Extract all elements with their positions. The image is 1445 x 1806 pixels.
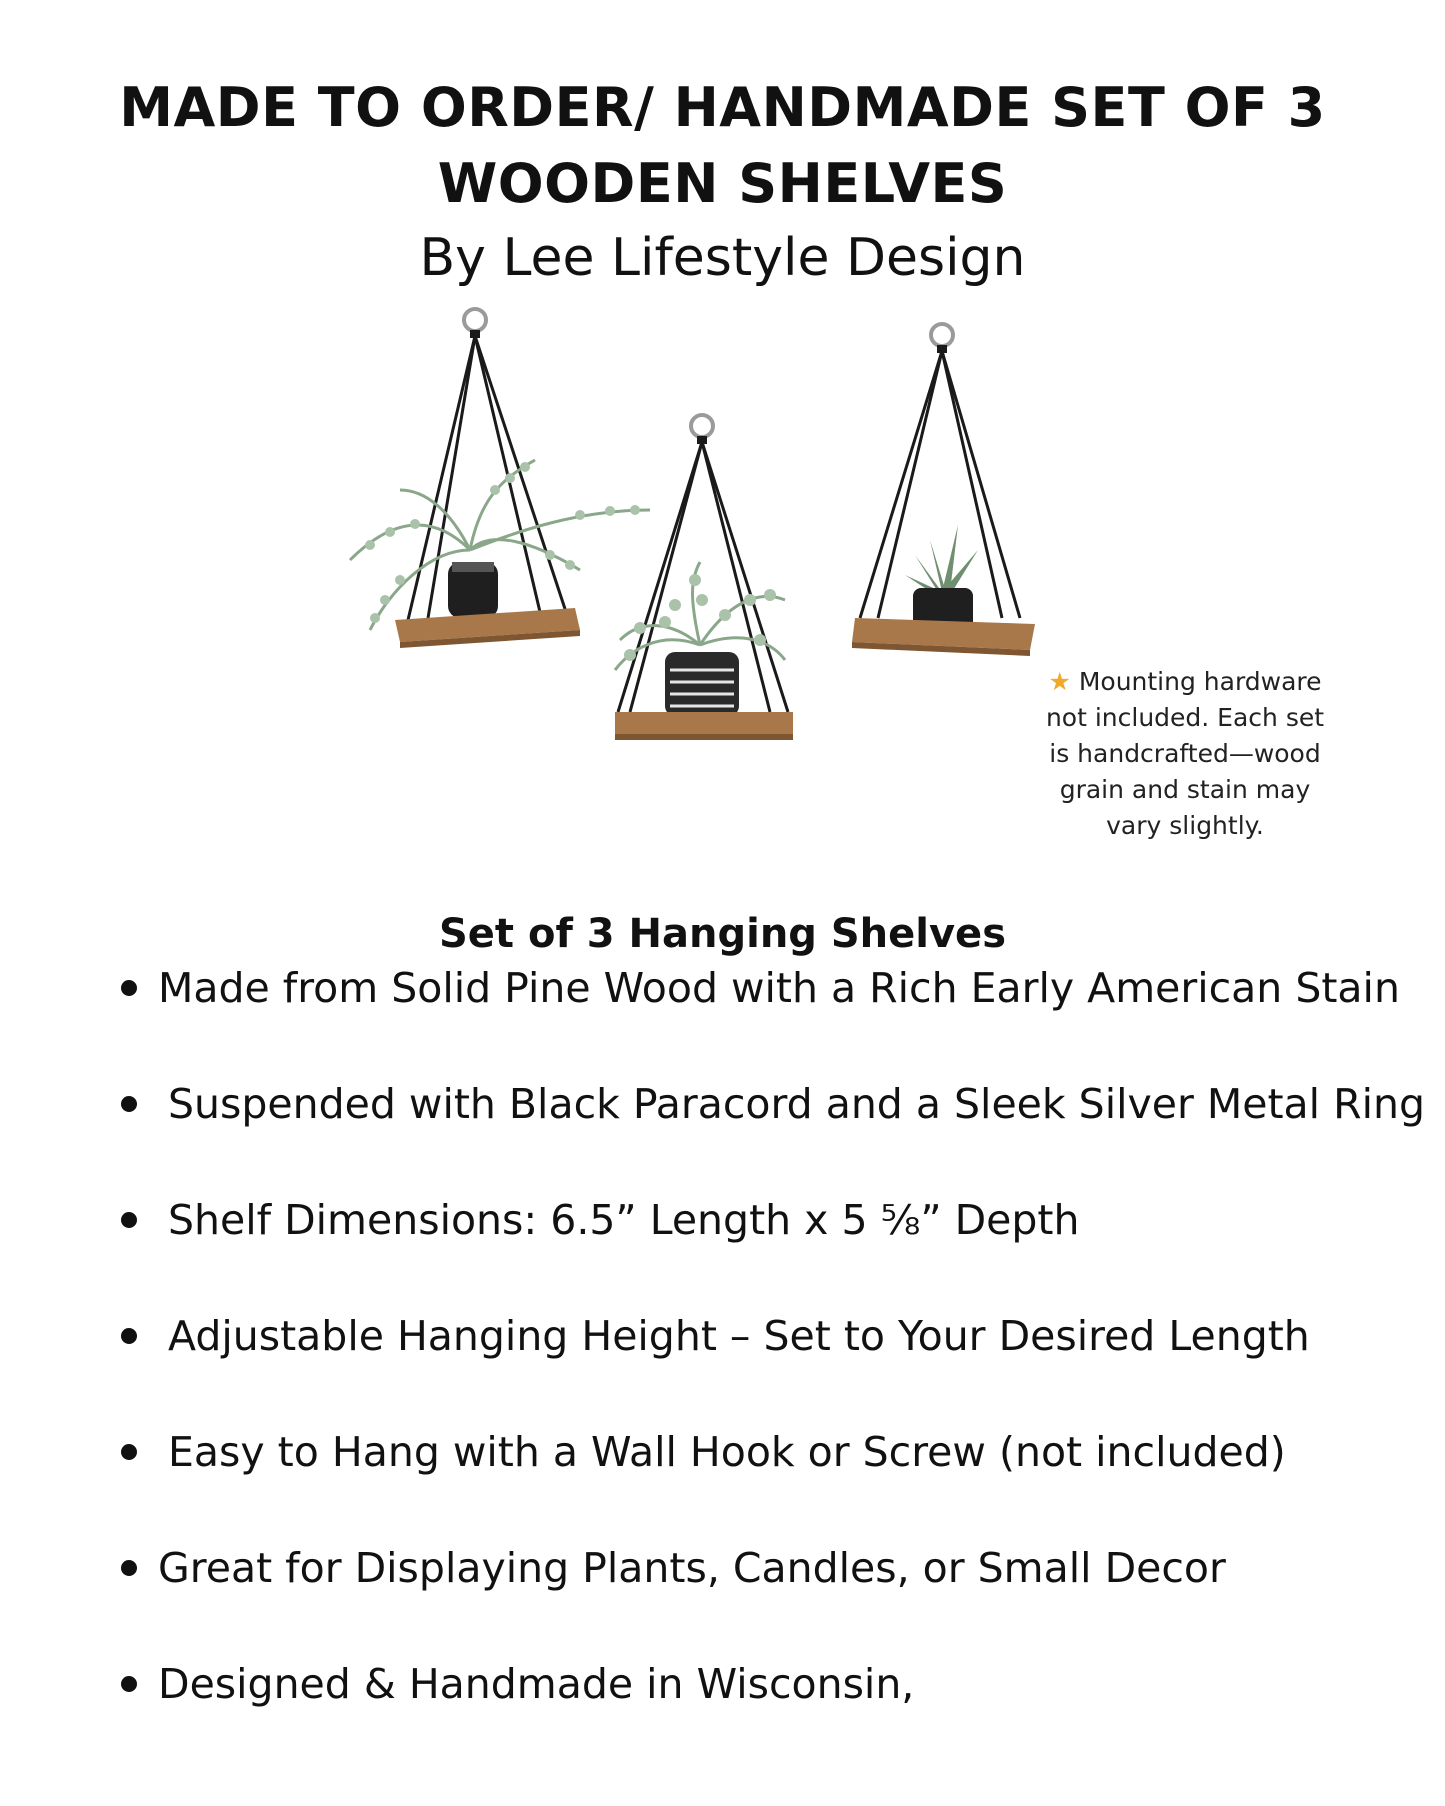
- middle-shelf-ring: [691, 415, 713, 437]
- bullet-icon: [121, 1560, 137, 1576]
- features-title: Set of 3 Hanging Shelves: [438, 911, 1006, 957]
- mounting-note-text: Mounting hardware not included. Each set is handcrafted—wood grain and stain may vary slightly.: [1045, 667, 1325, 840]
- list-item-text: Made from Solid Pine Wood with a Rich Early American Stain: [158, 964, 1400, 1012]
- brand-subtitle: By Lee Lifestyle Design: [419, 228, 1026, 288]
- right-succulent-foliage: [905, 525, 978, 594]
- right-shelf-illustration: [852, 324, 1035, 656]
- list-item-text: Shelf Dimensions: 6.5” Length x 5 ⅝” Depth: [168, 1196, 1080, 1244]
- page-title-line-1: MADE TO ORDER/ HANDMADE SET OF 3: [119, 76, 1326, 139]
- mounting-note: [1035, 664, 1335, 844]
- page-title-line-2: WOODEN SHELVES: [437, 152, 1008, 215]
- left-shelf-illustration: [350, 309, 650, 648]
- list-item-text: Designed & Handmade in Wisconsin,: [158, 1660, 915, 1708]
- left-fern-foliage: [350, 460, 650, 630]
- list-item-text: Easy to Hang with a Wall Hook or Screw (not included): [168, 1428, 1286, 1476]
- bullet-icon: [121, 1212, 137, 1228]
- list-item-text: Great for Displaying Plants, Candles, or Small Decor: [158, 1544, 1226, 1592]
- list-item-text: Adjustable Hanging Height – Set to Your Desired Length: [168, 1312, 1310, 1360]
- star-icon: ★: [1048, 667, 1071, 696]
- middle-shelf-illustration: [615, 415, 793, 740]
- bullet-icon: [121, 980, 137, 996]
- list-item-text: Suspended with Black Paracord and a Sleek Silver Metal Ring: [168, 1080, 1425, 1128]
- bullet-icon: [121, 1096, 137, 1112]
- left-fern-leaves: [365, 462, 640, 623]
- bullet-icon: [121, 1444, 137, 1460]
- left-shelf-ring: [464, 309, 486, 331]
- product-image-hanging-shelves: [330, 300, 1070, 760]
- bullet-icon: [121, 1328, 137, 1344]
- bullet-icon: [121, 1676, 137, 1692]
- right-shelf-ring: [931, 324, 953, 346]
